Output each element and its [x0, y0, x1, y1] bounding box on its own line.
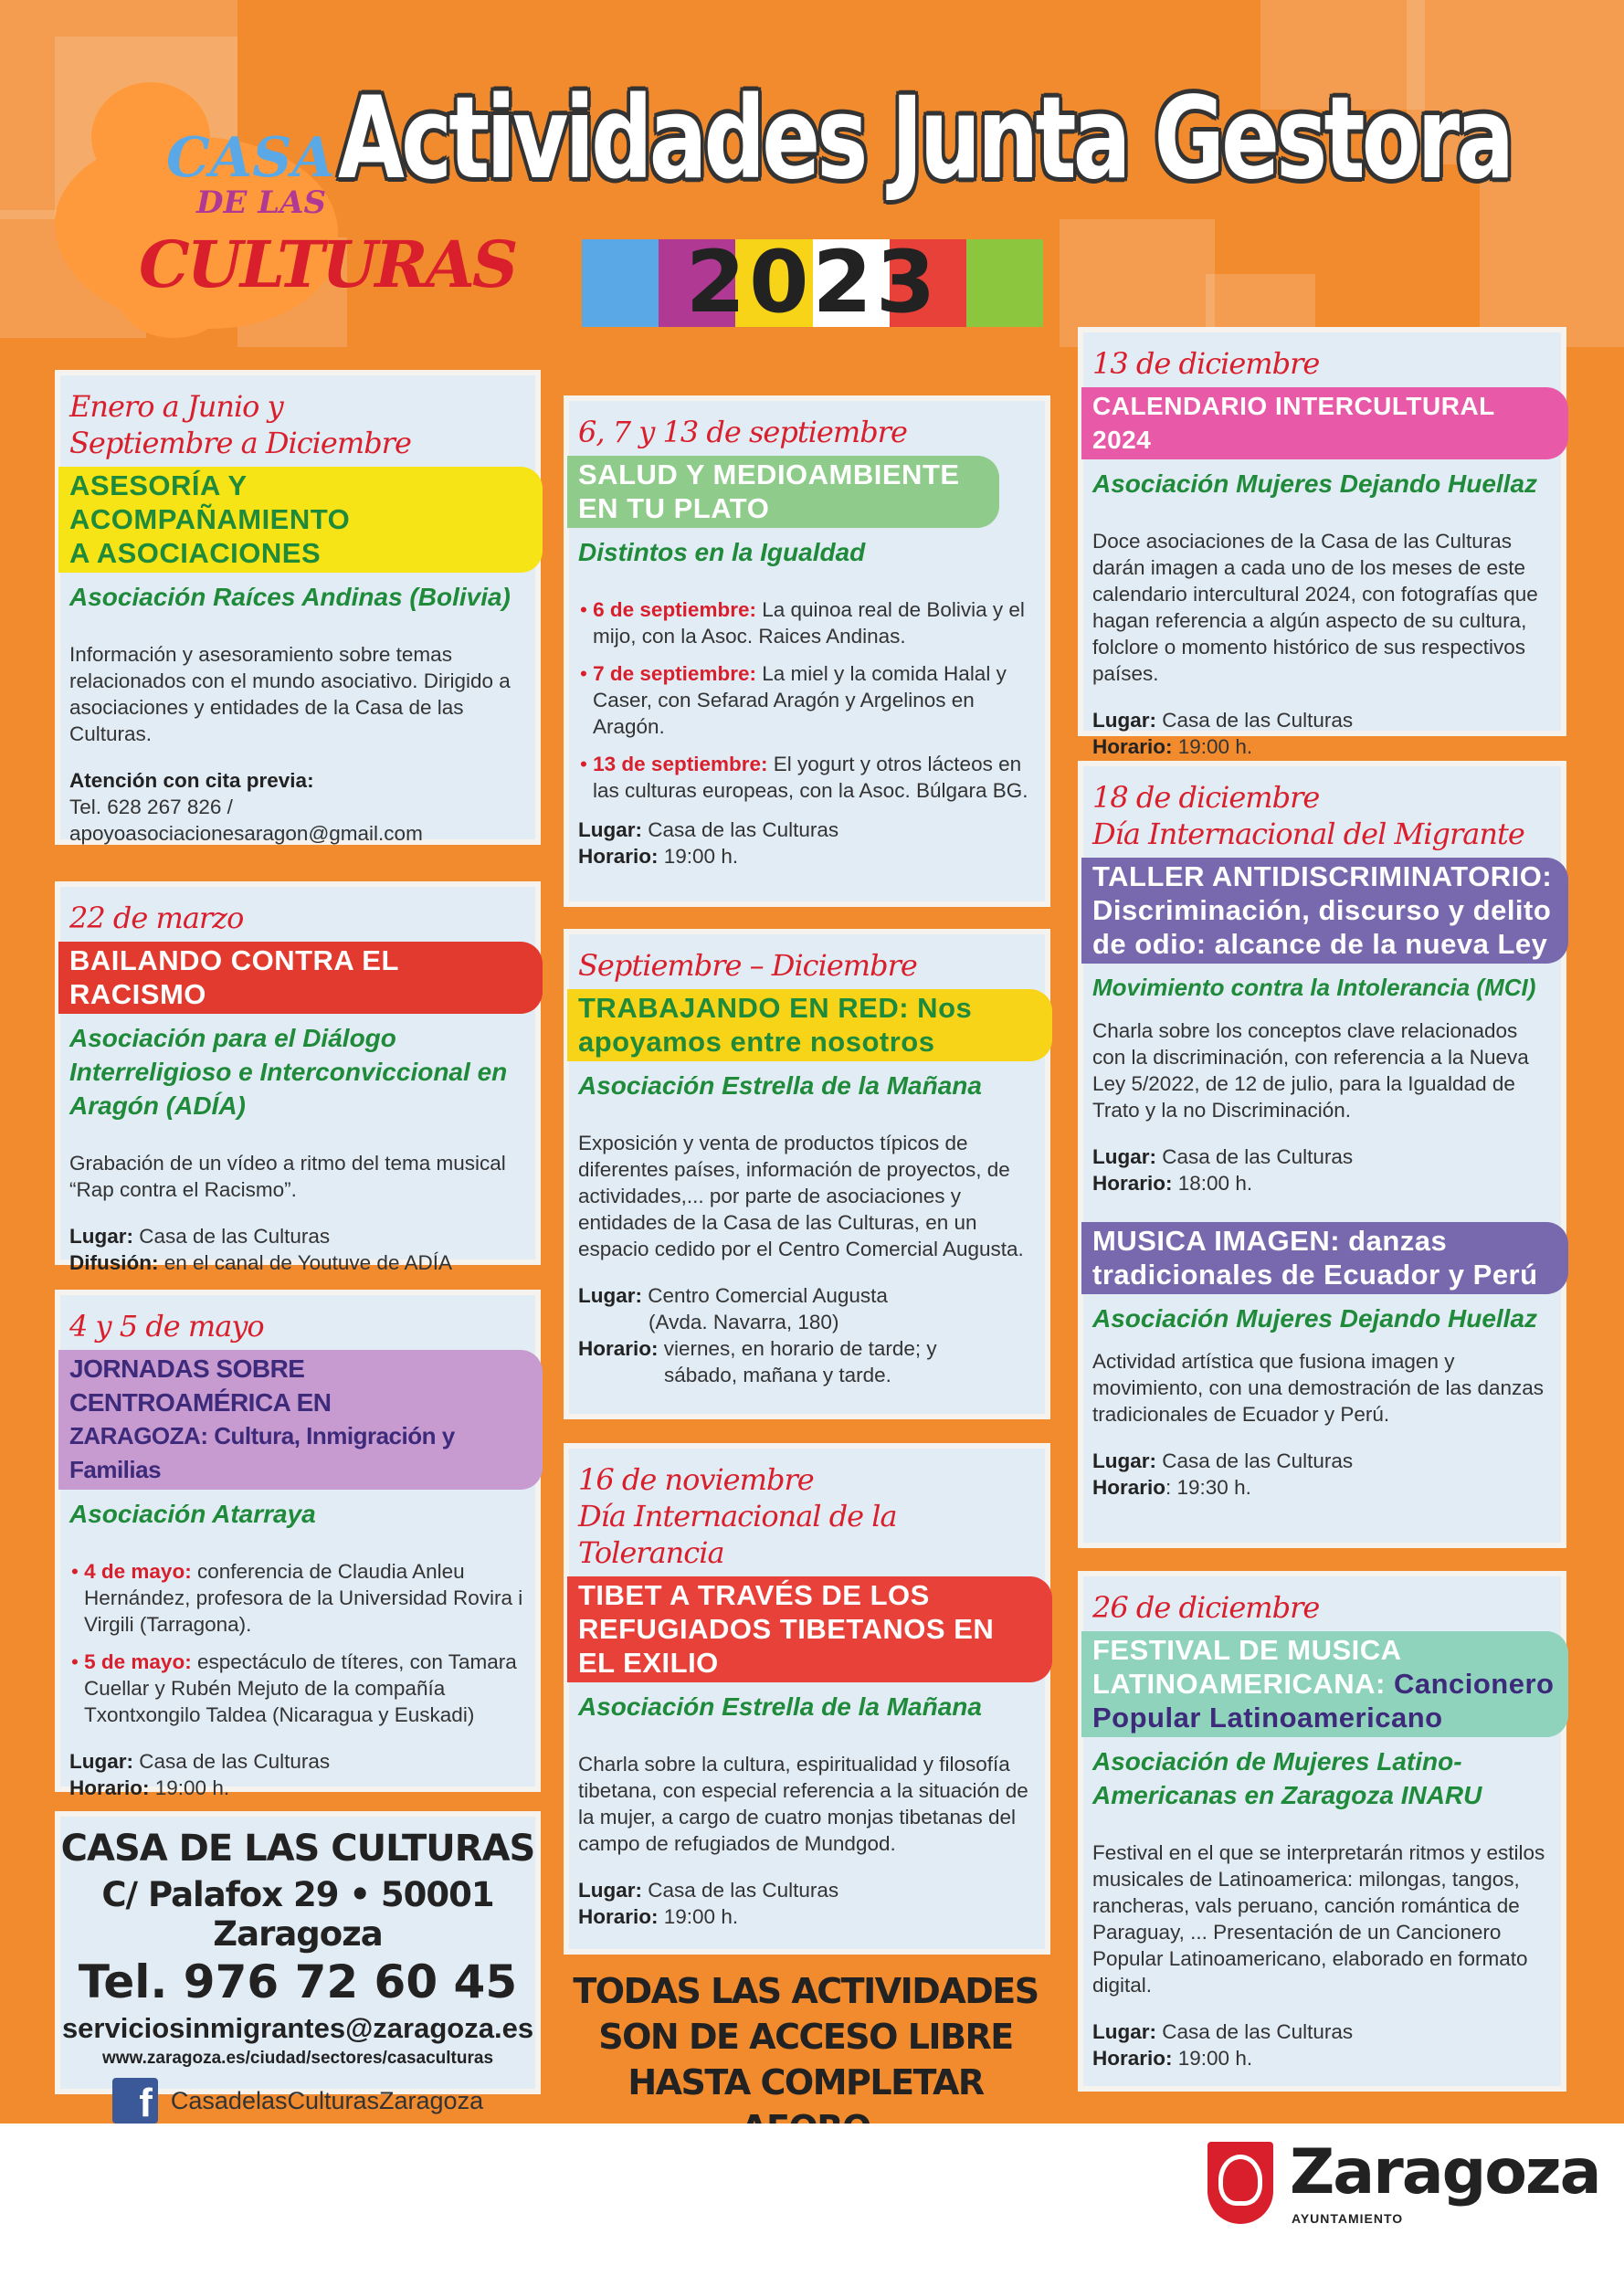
event-date: Enero a Junio y Septiembre a Diciembre — [69, 389, 411, 460]
label-difusion: Difusión: — [69, 1251, 159, 1274]
event-card-bailando — [55, 881, 541, 1274]
event-date: 4 y 5 de mayo — [69, 1309, 264, 1344]
label-horario: Horario: — [1092, 1172, 1173, 1195]
contact-box — [55, 1811, 541, 2124]
value-horario: 19:00 h. — [658, 1905, 739, 1928]
list-item: • 6 de septiembre: La quinoa real de Bolivia y el mijo, con la Asoc. Raices Andinas. — [580, 598, 1025, 648]
label-lugar: Lugar: — [1092, 2020, 1156, 2043]
year-label: 2023 — [685, 233, 940, 332]
footer-logo-sub: AYUNTAMIENTO — [1292, 2211, 1404, 2226]
list-item: • 13 de septiembre: El yogurt y otros lácteos en las culturas europeas, con la Asoc. Búlgara BG. — [580, 753, 1028, 802]
label-lugar: Lugar: — [1092, 709, 1156, 732]
value-lugar: Casa de las Culturas — [1156, 1145, 1354, 1168]
label-horario: Horario: — [578, 1337, 659, 1360]
zaragoza-shield-icon — [1207, 2142, 1273, 2224]
event-title-banner — [58, 1350, 543, 1490]
event-description: Festival en el que se interpretarán ritmos y estilos musicales de Latinoamerica: milongas, tangos, rancheras, vals peruano, canción romántica de Paraguay, ... Presentación de un Cancionero Popular Latinoamericano, elaborado en formato digital. — [1092, 1841, 1545, 1997]
event-title-banner: TRABAJANDO EN RED: Nos apoyamos entre nosotros — [567, 989, 1052, 1061]
label-lugar: Lugar: — [1092, 1449, 1156, 1472]
value-lugar: Casa de las Culturas — [642, 818, 839, 841]
contact-label: Atención con cita previa: — [69, 769, 314, 792]
event-organizer-2: Asociación Mujeres Dejando Huellaz — [1092, 1304, 1538, 1333]
value-difusion: en el canal de Youtuve de ADÍA — [158, 1251, 452, 1274]
event-organizer: Asociación Raíces Andinas (Bolivia) — [69, 583, 511, 611]
event-date: 13 de diciembre — [1092, 346, 1320, 381]
event-organizer: Asociación de Mujeres Latino- Americanas en Zaragoza INARU — [1092, 1747, 1482, 1809]
free-access-notice: TODAS LAS ACTIVIDADES SON DE ACCESO LIBRE HASTA COMPLETAR — [573, 1971, 1039, 2103]
list-item: • 7 de septiembre: La miel y la comida Halal y Caser, con Sefarad Aragón y Argelinos en Aragón. — [580, 662, 1007, 738]
label-horario: Horario: — [1092, 2047, 1173, 2070]
label-lugar: Lugar: — [578, 1284, 642, 1307]
event-card-jornadas — [55, 1290, 541, 1799]
event-title-banner: SALUD Y MEDIOAMBIENTE EN TU PLATO — [567, 456, 999, 528]
event-date: 18 de diciembre Día Internacional del Migrante — [1092, 780, 1524, 851]
value-lugar: Casa de las Culturas — [1156, 709, 1354, 732]
value-horario: viernes, en horario de tarde; y — [658, 1337, 937, 1360]
contact-email[interactable]: apoyoasociacionesaragon@gmail.com — [69, 822, 423, 845]
event-organizer: Movimiento contra la Intolerancia (MCI) — [1092, 974, 1536, 1001]
banner-line-sub: Popular Latinoamericano — [1092, 1702, 1443, 1734]
value-horario: 18:00 h. — [1172, 1172, 1253, 1195]
event-title-banner: TALLER ANTIDISCRIMINATORIO: Discriminación, discurso y delito de odio: alcance de la nueva Ley — [1081, 858, 1568, 964]
event-card-calendario — [1078, 327, 1566, 758]
label-lugar: Lugar: — [69, 1750, 133, 1773]
contact-email[interactable]: serviciosinmigrantes@zaragoza.es — [61, 2012, 534, 2044]
event-card-asesoria — [55, 370, 541, 845]
event-card-salud — [564, 395, 1050, 907]
banner-line: FESTIVAL DE MUSICA — [1092, 1634, 1402, 1666]
logo-line-culturas: CULTURAS — [139, 227, 516, 302]
banner-line: ZARAGOZA: Cultura, Inmigración y Familias — [69, 1422, 455, 1483]
value-lugar: Casa de las Culturas — [133, 1750, 331, 1773]
list-item: • 4 de mayo: conferencia de Claudia Anleu Hernández, profesora de la Universidad Rovira i Virgili (Tarragona). — [71, 1560, 523, 1636]
label-horario: Horario — [1092, 1476, 1166, 1499]
event-description: Información y asesoramiento sobre temas relacionados con el mundo asociativo. Dirigido a asociaciones y entidades de la Casa de las Culturas. — [69, 643, 511, 745]
event-card-tibet — [564, 1443, 1050, 1955]
event-title-banner-2: MUSICA IMAGEN: danzas tradicionales de Ecuador y Perú — [1081, 1222, 1568, 1294]
event-description: Charla sobre los conceptos clave relacionados con la discriminación, con referencia a la Nueva Ley 5/2022, de 12 de julio, para la Igualdad de Trato y la no Discriminación. — [1092, 1019, 1529, 1122]
event-description-2: Actividad artística que fusiona imagen y movimiento, con una demostración de las danzas tradicionales de Ecuador y Perú. — [1092, 1350, 1545, 1426]
event-organizer: Asociación para el Diálogo Interreligioso e Interconviccional en Aragón (ADÍA) — [69, 1024, 508, 1120]
page-title: Actividades Junta Gestora — [338, 73, 1512, 205]
facebook-page[interactable]: CasadelasCulturasZaragoza — [170, 2086, 484, 2114]
banner-line-sub: Cancionero — [1385, 1668, 1555, 1700]
event-title-banner: TIBET A TRAVÉS DE LOS REFUGIADOS TIBETANOS EN EL EXILIO — [567, 1576, 1052, 1682]
value-horario: 19:00 h. — [1172, 735, 1253, 758]
contact-website[interactable]: www.zaragoza.es/ciudad/sectores/casaculturas — [101, 2049, 494, 2068]
event-title-banner: ASESORÍA Y ACOMPAÑAMIENTO A ASOCIACIONES — [58, 467, 543, 573]
label-horario: Horario: — [578, 1905, 659, 1928]
contact-phone: Tel. 976 72 60 45 — [78, 1955, 518, 2008]
event-organizer: Asociación Mujeres Dejando Huellaz — [1092, 469, 1538, 498]
label-horario: Horario: — [578, 845, 659, 868]
label-lugar: Lugar: — [578, 818, 642, 841]
label-lugar: Lugar: — [578, 1879, 642, 1902]
event-description: Exposición y venta de productos típicos de diferentes países, información de proyectos, de actividades,... por parte de asociaciones y entidades de la Casa de las Culturas, en un espacio cedido por el Centro Comercial Augusta. — [578, 1132, 1024, 1260]
event-card-festival — [1078, 1571, 1566, 2092]
event-description: Doce asociaciones de la Casa de las Culturas darán imagen a cada uno de los meses de este calendario intercultural 2024, con fotografías que hagan referencia a algún aspecto de su cultura, folclore o momento histórico de sus respectivos países. — [1092, 530, 1538, 685]
event-date: 6, 7 y 13 de septiembre — [578, 415, 907, 449]
event-organizer: Distintos en la Igualdad — [578, 538, 866, 566]
facebook-icon[interactable]: f — [112, 2078, 158, 2124]
label-horario: Horario: — [1092, 735, 1173, 758]
event-title-banner — [1081, 1631, 1568, 1737]
event-date: 16 de noviembre Día Internacional de la Tolerancia — [578, 1462, 897, 1570]
footer-logo-name: Zaragoza — [1290, 2136, 1600, 2208]
event-date: 22 de marzo — [69, 901, 244, 935]
value-lugar: Casa de las Culturas — [1156, 1449, 1354, 1472]
event-description: Grabación de un vídeo a ritmo del tema musical “Rap contra el Racismo”. — [69, 1152, 506, 1201]
value-horario: : 19:30 h. — [1165, 1476, 1251, 1499]
value-horario: 19:00 h. — [149, 1776, 230, 1799]
event-date: Septiembre – Diciembre — [578, 948, 917, 983]
value-horario: 19:00 h. — [1172, 2047, 1253, 2070]
event-description: Charla sobre la cultura, espiritualidad y filosofía tibetana, con especial referencia a la situación de la mujer, a cargo de cuatro monjas tibetanas del campo de refugiados de Mundgod. — [578, 1753, 1028, 1855]
event-card-trabajando — [564, 929, 1050, 1419]
banner-line: LATINOAMERICANA: — [1092, 1668, 1386, 1700]
value-horario: 19:00 h. — [658, 845, 739, 868]
contact-name: CASA DE LAS CULTURAS — [60, 1828, 535, 1870]
event-organizer: Asociación Estrella de la Mañana — [578, 1692, 982, 1721]
value-lugar-detail: (Avda. Navarra, 180) — [649, 1311, 839, 1333]
event-date: 26 de diciembre — [1092, 1590, 1320, 1625]
value-lugar: Centro Comercial Augusta — [642, 1284, 888, 1307]
list-item: • 5 de mayo: espectáculo de títeres, con Tamara Cuellar y Rubén Mejuto de la compañía Txontxongilo Taldea (Nicaragua y Euskadi) — [71, 1650, 517, 1726]
value-lugar: Casa de las Culturas — [133, 1225, 331, 1248]
logo-line-delas: DE LAS — [196, 184, 327, 221]
event-title-banner: BAILANDO CONTRA EL RACISMO — [58, 942, 543, 1014]
label-horario: Horario: — [69, 1776, 150, 1799]
value-lugar: Casa de las Culturas — [642, 1879, 839, 1902]
banner-line: JORNADAS SOBRE CENTROAMÉRICA EN — [69, 1354, 332, 1417]
event-title-banner: CALENDARIO INTERCULTURAL 2024 — [1081, 387, 1568, 459]
event-organizer: Asociación Atarraya — [69, 1500, 316, 1528]
label-lugar: Lugar: — [69, 1225, 133, 1248]
value-horario-detail: sábado, mañana y tarde. — [664, 1364, 891, 1386]
value-lugar: Casa de las Culturas — [1156, 2020, 1354, 2043]
contact-address: C/ Palafox 29 • 50001 Zaragoza — [101, 1875, 494, 1954]
label-lugar: Lugar: — [1092, 1145, 1156, 1168]
logo-line-casa: CASA — [166, 126, 335, 190]
contact-phone: Tel. 628 267 826 / — [69, 796, 233, 818]
event-organizer: Asociación Estrella de la Mañana — [578, 1071, 982, 1100]
event-card-migrante — [1078, 761, 1566, 1548]
zaragoza-logo — [1207, 2136, 1600, 2242]
casa-culturas-logo — [55, 82, 516, 347]
